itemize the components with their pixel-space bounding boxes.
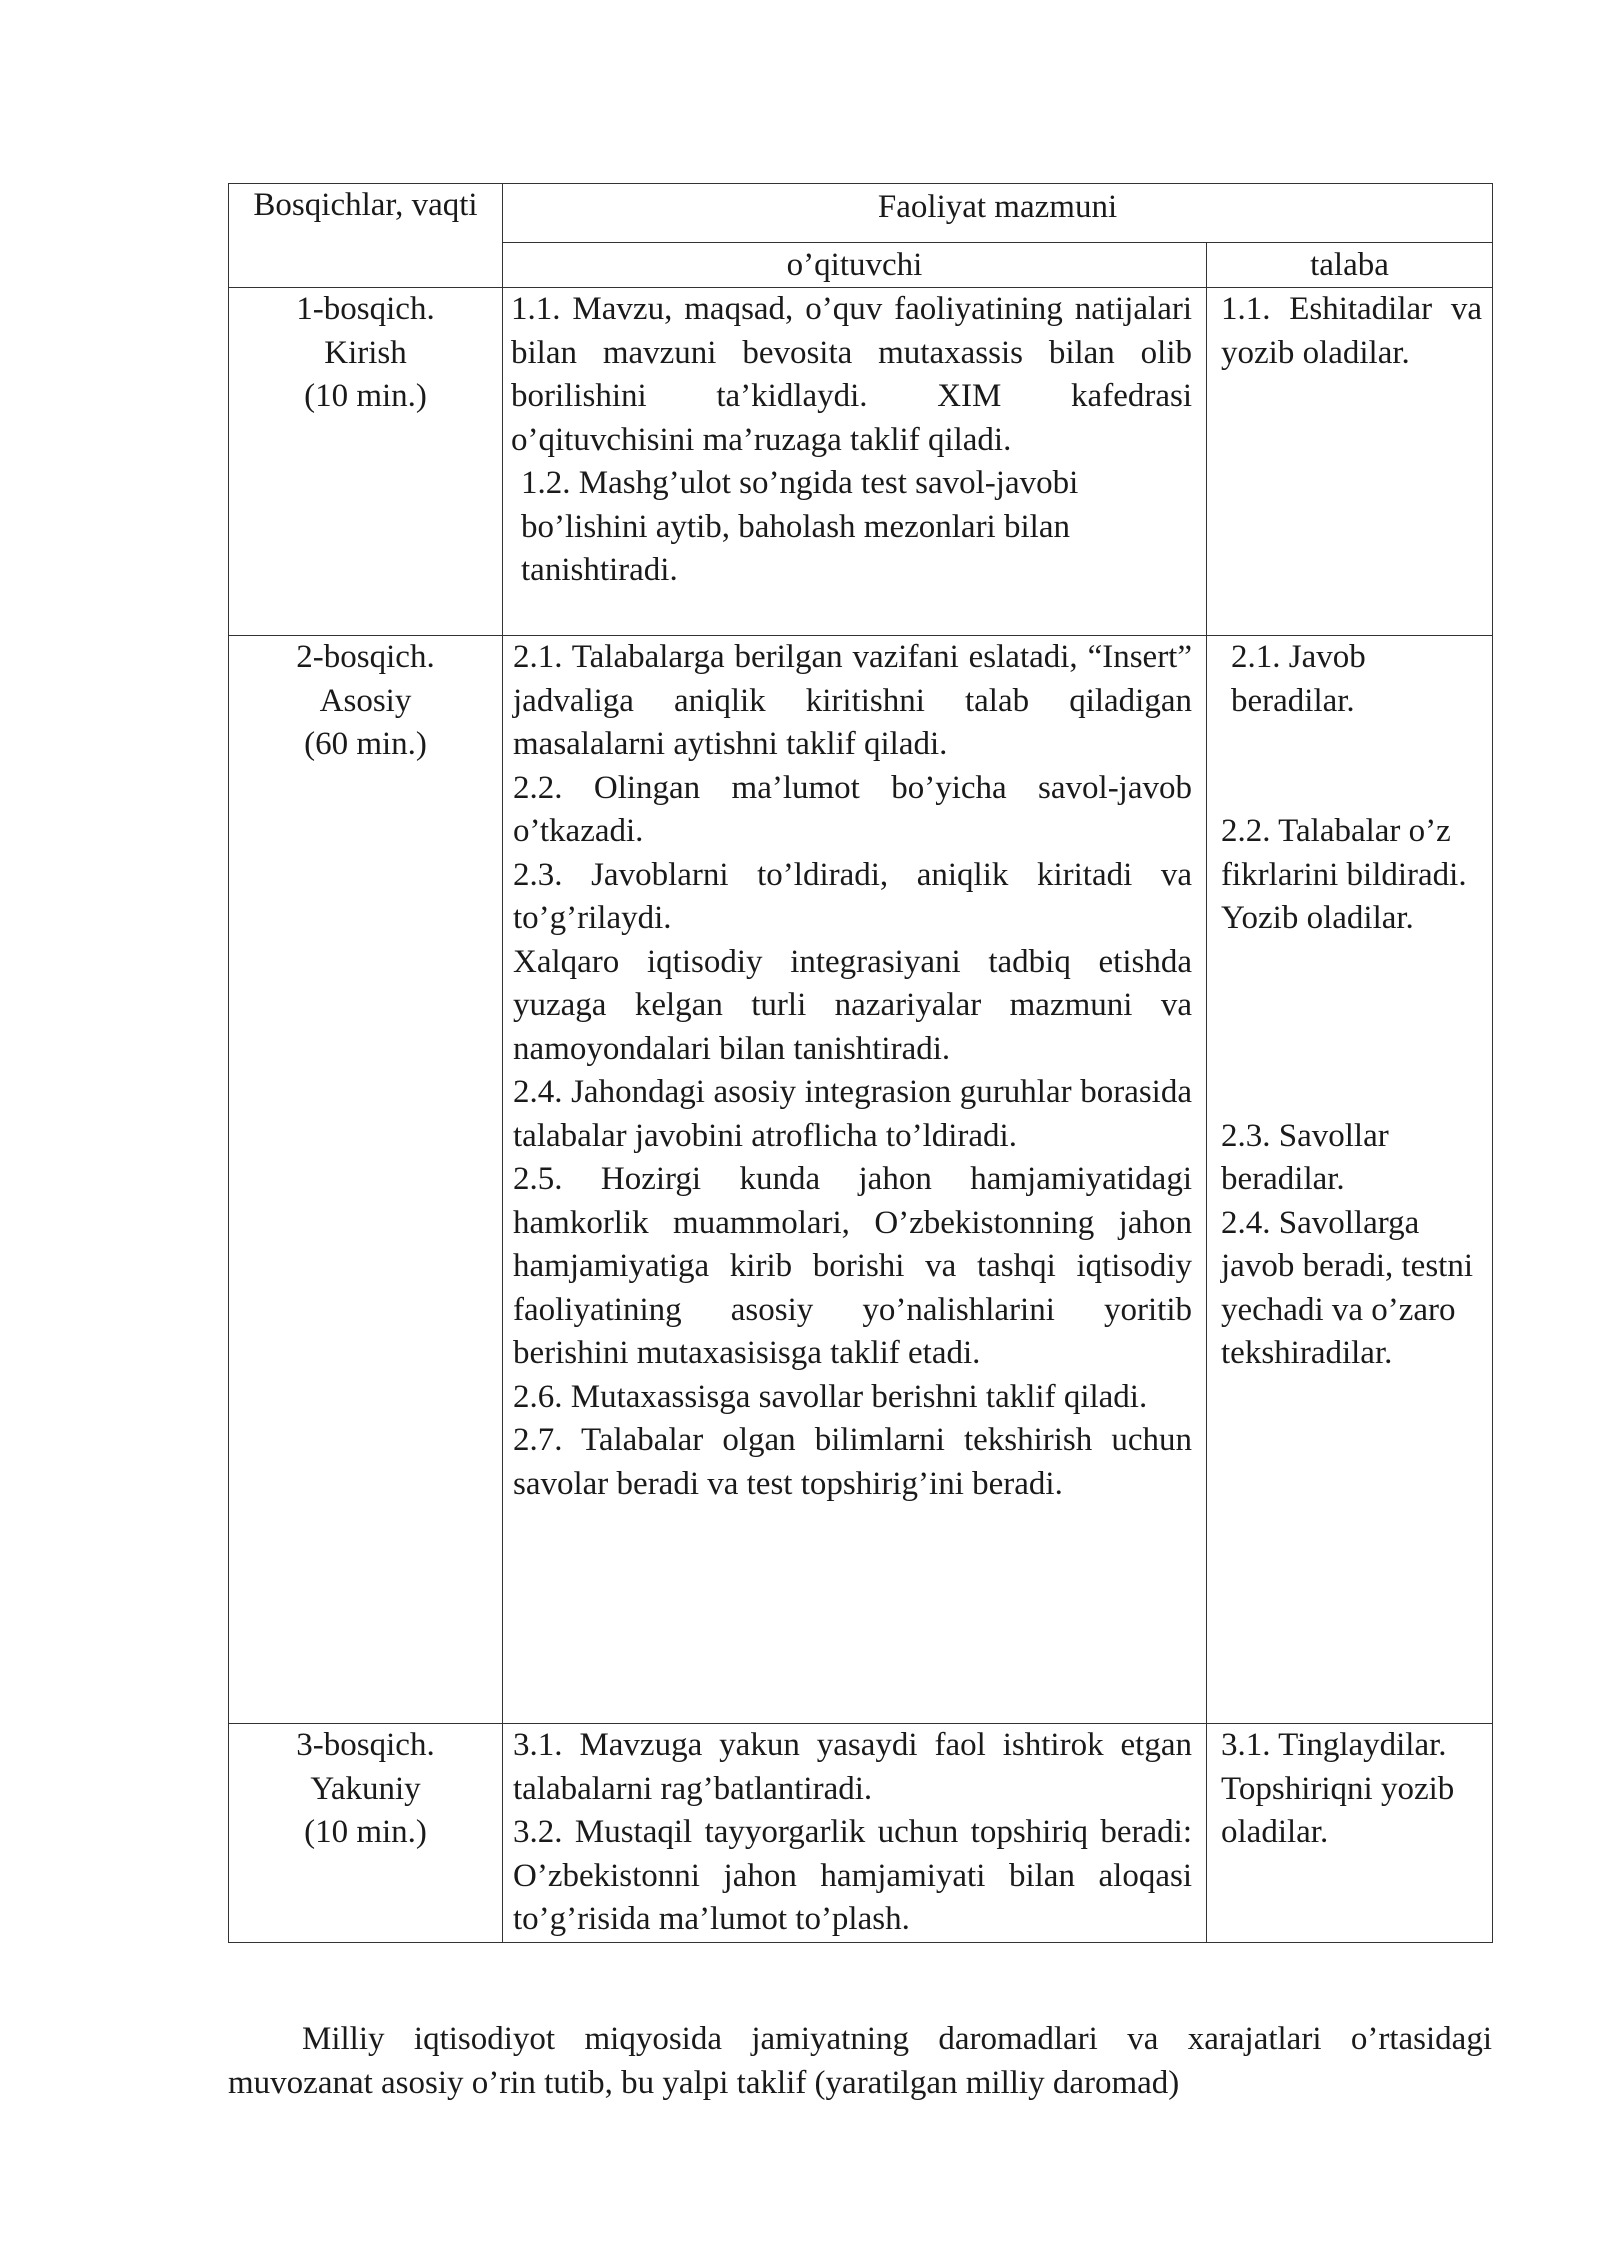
spacer — [1221, 723, 1482, 810]
stage-cell — [229, 636, 503, 1724]
teacher-item: 3.2. Mustaqil tayyorgarlik uchun topshiriq beradi: O’zbekistonni jahon hamjamiyati bilan aloqasi to’g’risida ma’lumot to’plash. — [513, 1814, 1192, 1937]
teacher-item: 2.6. Mutaxassisga savollar berishni taklif qiladi. — [513, 1378, 1148, 1415]
student-item: 2.1. Javob beradilar. — [1231, 639, 1366, 719]
teacher-item: 3.1. Mavzuga yakun yasaydi faol ishtirok etgan talabalarni rag’batlantiradi. — [513, 1727, 1192, 1807]
stage-time: (10 min.) — [304, 1814, 427, 1850]
student-activity-cell — [1207, 636, 1493, 1724]
teacher-item: 2.3. Javoblarni to’ldiradi, aniqlik kiritadi va to’g’rilaydi. — [513, 856, 1192, 936]
stage-name: 3-bosqich. — [296, 1727, 435, 1763]
student-item: Topshiriqni yozib oladilar. — [1221, 1770, 1455, 1850]
stage-cell — [229, 1724, 503, 1943]
stage-name: 2-bosqich. — [296, 639, 435, 675]
teacher-item: 2.2. Olingan ma’lumot bo’yicha savol-javob o’tkazadi. — [513, 769, 1192, 849]
student-item: 1.1. Eshitadilar va yozib oladilar. — [1221, 291, 1483, 371]
stage-title: Kirish — [324, 334, 407, 371]
table-row-stage-2 — [229, 636, 1493, 1724]
teacher-activity-cell — [503, 288, 1207, 636]
student-activity-cell — [1207, 1724, 1493, 1943]
teacher-item: 2.5. Hozirgi kunda jahon hamjamiyatidagi hamkorlik muammolari, O’zbekistonning jahon hamjamiyatiga kirib borishi va tashqi iqtisodiy faoliyatining asosiy yo’nalishlarini yoritib berishini mutaxasisisga taklif etadi. — [513, 1161, 1192, 1371]
student-item: Yozib oladilar. — [1221, 900, 1414, 936]
teacher-item: 1.2. Mashg’ulot so’ngida test savol-javobi bo’lishini aytib, baholash mezonlari bilan tanishtiradi. — [521, 465, 1079, 588]
stage-title: Yakuniy — [310, 1770, 421, 1807]
student-item: 3.1. Tinglaydilar. — [1221, 1727, 1447, 1763]
lesson-plan-table — [228, 183, 1493, 1943]
table-header-row — [229, 184, 1493, 243]
teacher-item: Xalqaro iqtisodiy integrasiyani tadbiq etishda yuzaga kelgan turli nazariyalar mazmuni va namoyondalari bilan tanishtiradi. — [513, 943, 1192, 1067]
stage-time: (60 min.) — [304, 726, 427, 762]
teacher-item: 2.7. Talabalar olgan bilimlarni tekshirish uchun savolar beradi va test topshirig’ini beradi. — [513, 1422, 1192, 1502]
student-activity-cell — [1207, 288, 1493, 636]
header-student: talaba — [1207, 243, 1493, 288]
stage-cell — [229, 288, 503, 636]
teacher-item: 2.4. Jahondagi asosiy integrasion guruhlar borasida talabalar javobini atroflicha to’ldiradi. — [513, 1074, 1192, 1154]
table-row-stage-1 — [229, 288, 1493, 636]
student-item: 2.3. Savollar beradilar. — [1221, 1117, 1389, 1197]
teacher-activity-cell — [503, 1724, 1207, 1943]
teacher-item: 1.1. Mavzu, maqsad, o’quv faoliyatining natijalari bilan mavzuni bevosita mutaxassis bilan olib borilishini ta’kidlaydi. XIM kafedrasi o’qituvchisini ma’ruzaga taklif qiladi. — [511, 291, 1192, 458]
stage-time: (10 min.) — [304, 378, 427, 414]
stage-name: 1-bosqich. — [296, 291, 435, 327]
header-teacher: o’qituvchi — [503, 243, 1207, 288]
student-item: 2.4. Savollarga javob beradi, testni yechadi va o’zaro tekshiradilar. — [1221, 1204, 1474, 1371]
table-row-stage-3 — [229, 1724, 1493, 1943]
teacher-activity-cell — [503, 636, 1207, 1724]
spacer — [1221, 941, 1482, 1115]
header-stages-time: Bosqichlar, vaqti — [229, 184, 503, 288]
header-activity-content: Faoliyat mazmuni — [503, 184, 1493, 243]
stage-title: Asosiy — [319, 682, 412, 719]
teacher-item: 2.1. Talabalarga berilgan vazifani eslatadi, “Insert” jadvaliga aniqlik kiritishni talab qiladigan masalalarni aytishni taklif qiladi. — [513, 639, 1192, 762]
body-paragraph: Milliy iqtisodiyot miqyosida jamiyatning daromadlari va xarajatlari o’rtasidagi muvozanat asosiy o’rin tutib, bu yalpi taklif (yaratilgan milliy daromad) — [228, 2021, 1492, 2101]
student-item: 2.2. Talabalar o’z fikrlarini bildiradi. — [1221, 813, 1467, 893]
